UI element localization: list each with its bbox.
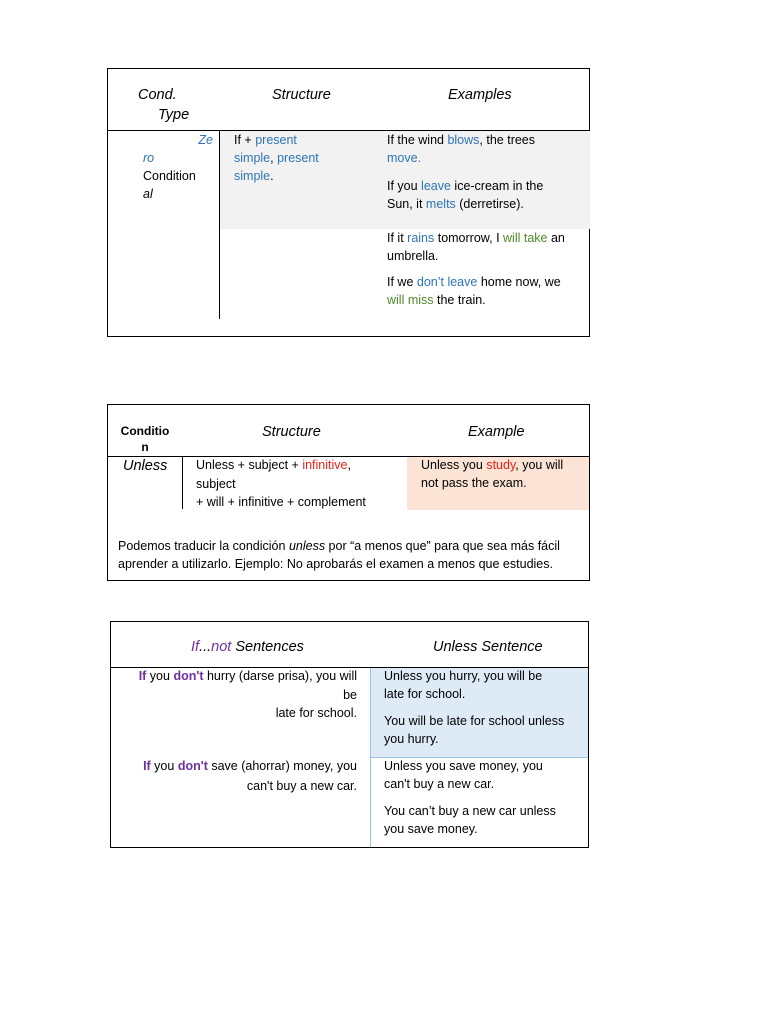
row2-unless-l3: You can’t buy a new car unless xyxy=(384,804,556,818)
header-cond: Cond. xyxy=(138,87,177,103)
note-p1: Podemos traducir la condición xyxy=(118,539,289,553)
example-3 xyxy=(387,229,587,265)
ex1-move: move. xyxy=(387,151,422,165)
struct-simple2: simple xyxy=(234,169,271,183)
unless-ex-p1: Unless you xyxy=(421,458,487,472)
header-condition-line2: n xyxy=(141,440,149,454)
header-structure: Structure xyxy=(272,87,331,103)
ex2-p2: ice-cream in the xyxy=(450,179,544,193)
header-if: If xyxy=(191,639,200,655)
unless-struct-p2: , xyxy=(347,458,351,472)
row1-rest: hurry (darse prisa), you will xyxy=(203,669,357,683)
ex4-p2: home now, we xyxy=(477,275,561,289)
column-divider xyxy=(219,131,220,319)
type-ze: Ze xyxy=(198,133,213,147)
header-condition xyxy=(119,423,171,455)
row1-if: If xyxy=(138,669,147,683)
header-examples: Examples xyxy=(448,87,512,103)
example-2 xyxy=(387,177,587,213)
ex2-melts: melts xyxy=(425,197,456,211)
row2-if: If xyxy=(143,759,151,773)
ex3-p3: an xyxy=(547,231,565,245)
row2-unless-l2: can't buy a new car. xyxy=(384,777,495,791)
header-sentences: Sentences xyxy=(231,639,304,655)
header-unless-sentence: Unless Sentence xyxy=(433,639,543,655)
unless-structure-cell xyxy=(196,456,401,512)
type-condition: Condition xyxy=(143,169,196,183)
ex1-p2: , the trees xyxy=(479,133,536,147)
header-not: not xyxy=(211,639,232,655)
unless-struct-p3: subject xyxy=(196,476,236,491)
row2-cant: can't buy a new car. xyxy=(246,778,357,793)
header-if-not-sentences xyxy=(191,637,304,657)
header-example: Example xyxy=(468,424,525,440)
ex4-p1: If we xyxy=(387,275,417,289)
header-dots: ... xyxy=(199,639,212,655)
unless-ex-study: study xyxy=(486,458,516,472)
struct-present: present xyxy=(255,133,297,147)
ex1-p1: If the wind xyxy=(387,133,448,147)
structure-cell xyxy=(234,131,344,185)
row2-dont: don't xyxy=(177,759,208,773)
header-condition-line1: Conditio xyxy=(120,424,170,438)
row2-unless-l1: Unless you save money, you xyxy=(384,759,543,773)
unless-condition-table xyxy=(107,404,590,581)
ex4-will-miss: will miss xyxy=(387,293,434,307)
zero-conditional-table xyxy=(107,68,590,337)
type-al: al xyxy=(143,187,153,201)
row1-unless-l1: Unless you hurry, you will be xyxy=(384,669,543,683)
ex4-dont-leave: don’t leave xyxy=(416,275,478,289)
unless-ex-p2: , you will xyxy=(515,458,564,472)
column-divider xyxy=(182,457,183,509)
if-not-vs-unless-table xyxy=(110,621,589,848)
row2-you: you xyxy=(150,759,178,773)
row1-unless-l3: You will be late for school unless xyxy=(384,714,565,728)
struct-period: . xyxy=(270,169,274,183)
row1-be: be xyxy=(343,687,357,702)
unless-struct-p4: + will + infinitive + complement xyxy=(196,495,366,509)
row1-unless-l2: late for school. xyxy=(384,687,466,701)
unless-struct-infinitive: infinitive xyxy=(302,458,348,472)
struct-simple: simple xyxy=(234,151,271,165)
unless-struct-p1: Unless + subject + xyxy=(196,458,303,472)
ex2-p1: If you xyxy=(387,179,422,193)
row2-unless-sentence xyxy=(384,757,584,838)
row1-dont: don't xyxy=(173,669,204,683)
ex2-p4: (derretirse). xyxy=(455,197,524,211)
row2-rest: save (ahorrar) money, you xyxy=(207,759,357,773)
struct-present2: present xyxy=(277,151,319,165)
note-unless: unless xyxy=(288,539,326,553)
unless-example-cell xyxy=(421,456,586,492)
row1-if-not-sentence xyxy=(121,667,357,723)
header-structure: Structure xyxy=(262,424,321,440)
unless-ex-p3: not pass the exam. xyxy=(421,476,527,490)
example-1 xyxy=(387,131,587,167)
type-ro: ro xyxy=(143,151,155,165)
struct-comma: , xyxy=(270,151,278,165)
row1-unless-l4: you hurry. xyxy=(384,732,439,746)
struct-if-plus: If + xyxy=(234,133,256,147)
header-type: Type xyxy=(158,107,190,123)
row2-unless-l4: you save money. xyxy=(384,822,478,836)
ex4-p3: the train. xyxy=(433,293,486,307)
row2-if-not-sentence xyxy=(121,757,357,796)
row1-unless-sentence xyxy=(384,667,584,748)
note-p2: por “a menos que” para que sea más fácil xyxy=(325,539,560,553)
example-4 xyxy=(387,273,587,309)
ex3-p1: If it xyxy=(387,231,408,245)
ex3-rains: rains xyxy=(407,231,435,245)
ex2-leave: leave xyxy=(421,179,451,193)
unless-note xyxy=(118,537,588,573)
ex1-blows: blows xyxy=(447,133,480,147)
row1-you: you xyxy=(146,669,174,683)
ex3-p2: tomorrow, I xyxy=(434,231,504,245)
ex3-will-take: will take xyxy=(503,231,548,245)
unless-label: Unless xyxy=(123,458,168,474)
header-cond-type xyxy=(138,85,189,125)
row1-late: late for school. xyxy=(275,706,357,720)
note-p3: aprender a utilizarlo. Ejemplo: No aprobarás el examen a menos que estudies. xyxy=(118,557,553,571)
type-cell xyxy=(143,131,213,203)
ex3-p4: umbrella. xyxy=(387,249,439,263)
ex2-p3: Sun, it xyxy=(387,197,426,211)
